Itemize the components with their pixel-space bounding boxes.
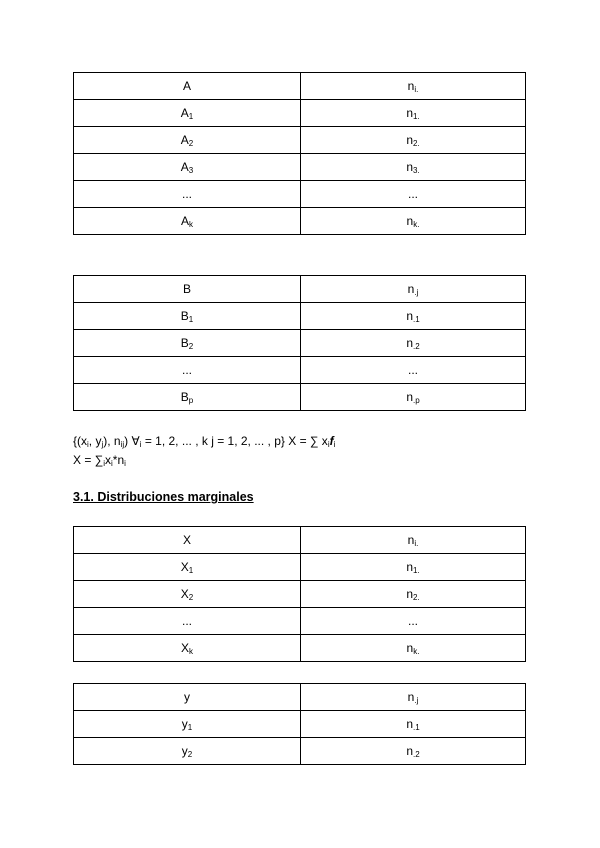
table-cell: $n_{3.}$ xyxy=(301,154,526,181)
table-b xyxy=(73,275,526,411)
table-row xyxy=(74,635,526,662)
table-row xyxy=(74,181,526,208)
table-cell: $y_1$ xyxy=(74,711,301,738)
table-row xyxy=(74,154,526,181)
section-heading: 3.1. Distribuciones marginales xyxy=(73,490,254,504)
table-row xyxy=(74,527,526,554)
table-cell: $X_k$ xyxy=(74,635,301,662)
table-cell: $n_{2.}$ xyxy=(301,581,526,608)
table-cell: $X_1$ xyxy=(74,554,301,581)
table-cell: ... xyxy=(301,608,526,635)
table-cell: $A_k$ xyxy=(74,208,301,235)
table-row xyxy=(74,208,526,235)
formula-line-2: $X = \sum_ix_i*n_i$ xyxy=(73,453,126,468)
table-row xyxy=(74,127,526,154)
table-cell: $A_3$ xyxy=(74,154,301,181)
table-cell: $n_{.1}$ xyxy=(301,303,526,330)
table-row xyxy=(74,73,526,100)
table-row xyxy=(74,303,526,330)
table-cell: $y_2$ xyxy=(74,738,301,765)
table-cell: ... xyxy=(301,181,526,208)
table-cell: $n_{.2}$ xyxy=(301,738,526,765)
table-row xyxy=(74,684,526,711)
table-cell: $n_{i.}$ xyxy=(301,527,526,554)
table-row xyxy=(74,276,526,303)
formula-line-1: {($x_i$, $y_j$), $n_{ij}$) $\forall_i = 1$, 2, ... , k j = 1, 2, ... , p} X = ∑ $x_if_i$ xyxy=(73,434,336,449)
table-row xyxy=(74,554,526,581)
table-row xyxy=(74,581,526,608)
table-cell: ... xyxy=(301,357,526,384)
table-row xyxy=(74,330,526,357)
table-cell: $B_2$ xyxy=(74,330,301,357)
table-cell: $n_{.p}$ xyxy=(301,384,526,411)
table-row xyxy=(74,100,526,127)
table-cell: y xyxy=(74,684,301,711)
table-cell: $A_1$ xyxy=(74,100,301,127)
table-cell: X xyxy=(74,527,301,554)
table-cell: $n_{k.}$ xyxy=(301,635,526,662)
table-row xyxy=(74,711,526,738)
table-x xyxy=(73,526,526,662)
table-cell: $n_{1.}$ xyxy=(301,554,526,581)
table-cell: $n_{1.}$ xyxy=(301,100,526,127)
table-cell: $n_{.2}$ xyxy=(301,330,526,357)
table-cell: ... xyxy=(74,357,301,384)
table-cell: $n_{2.}$ xyxy=(301,127,526,154)
table-cell: $n_{.1}$ xyxy=(301,711,526,738)
table-cell: $B_p$ xyxy=(74,384,301,411)
table-cell: $n_{k.}$ xyxy=(301,208,526,235)
table-cell: A xyxy=(74,73,301,100)
table-y xyxy=(73,683,526,765)
table-cell: ... xyxy=(74,608,301,635)
table-cell: $B_1$ xyxy=(74,303,301,330)
table-cell: $n_{.j}$ xyxy=(301,684,526,711)
table-a xyxy=(73,72,526,235)
table-row xyxy=(74,608,526,635)
table-row xyxy=(74,738,526,765)
table-row xyxy=(74,384,526,411)
table-cell: B xyxy=(74,276,301,303)
table-cell: $n_{.j}$ xyxy=(301,276,526,303)
table-cell: $X_2$ xyxy=(74,581,301,608)
table-cell: ... xyxy=(74,181,301,208)
table-row xyxy=(74,357,526,384)
table-cell: $n_{i.}$ xyxy=(301,73,526,100)
table-cell: $A_2$ xyxy=(74,127,301,154)
